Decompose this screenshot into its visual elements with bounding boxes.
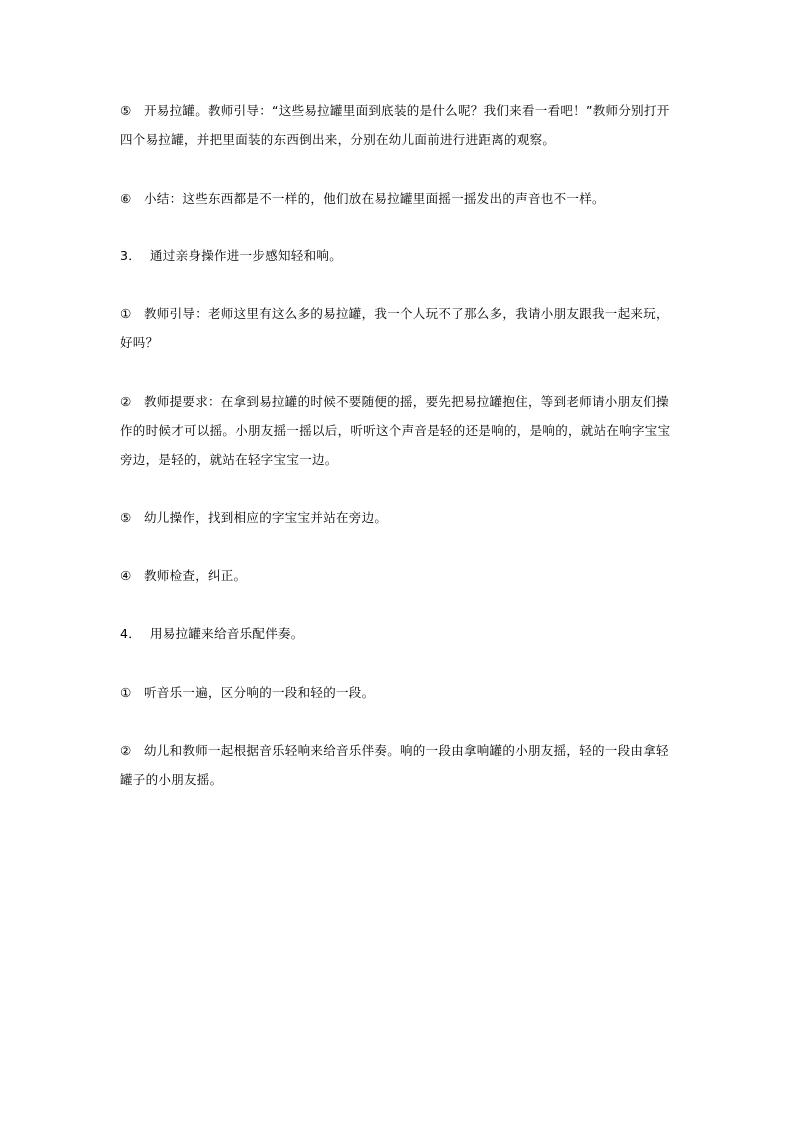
paragraph-marker: ④ [120,568,132,583]
paragraph-summary [120,184,680,213]
paragraph-marker: ⑤ [120,103,132,118]
section-title: 通过亲身操作进一步感知轻和响。 [150,248,343,263]
paragraph-teacher-guide [120,299,680,357]
paragraph-text: 教师检查，纠正。 [144,568,247,583]
paragraph-accompaniment [120,736,680,794]
paragraph-marker: ⑥ [120,191,132,206]
section-number: 3． [120,248,142,263]
section-number: 4． [120,626,142,641]
paragraph-text: 幼儿操作，找到相应的字宝宝并站在旁边。 [144,510,388,525]
section-title: 用易拉罐来给音乐配伴奏。 [150,626,304,641]
paragraph-text: 听音乐一遍，区分响的一段和轻的一段。 [144,685,375,700]
paragraph-text: 幼儿和教师一起根据音乐轻响来给音乐伴奏。响的一段由拿响罐的小朋友摇，轻的一段由拿轻罐子的小朋友摇。 [120,743,669,787]
section-heading-3 [120,241,680,270]
paragraph-listen-music [120,678,680,707]
paragraph-marker: ① [120,685,132,700]
paragraph-open-cans [120,96,680,154]
paragraph-text: 小结：这些东西都是不一样的，他们放在易拉罐里面摇一摇发出的声音也不一样。 [144,191,605,206]
paragraph-marker: ① [120,306,132,321]
paragraph-text: 教师引导：老师这里有这么多的易拉罐，我一个人玩不了那么多，我请小朋友跟我一起来玩，好吗？ [120,306,669,350]
paragraph-teacher-check [120,561,680,590]
paragraph-teacher-requirements [120,387,680,474]
paragraph-marker: ② [120,743,132,758]
paragraph-marker: ⑤ [120,510,132,525]
paragraph-marker: ② [120,394,132,409]
paragraph-text: 教师提要求：在拿到易拉罐的时候不要随便的摇，要先把易拉罐抱住，等到老师请小朋友们操作的时候才可以摇。小朋友摇一摇以后，听听这个声音是轻的还是响的，是响的，就站在响字宝宝旁边，是轻的，就站在轻字宝宝一边。 [120,394,671,467]
section-heading-4 [120,619,680,648]
paragraph-text: 开易拉罐。教师引导：“这些易拉罐里面到底装的是什么呢？我们来看一看吧！”教师分别打开四个易拉罐，并把里面装的东西倒出来，分别在幼儿面前进行进距离的观察。 [120,103,670,147]
paragraph-child-operation [120,503,680,532]
